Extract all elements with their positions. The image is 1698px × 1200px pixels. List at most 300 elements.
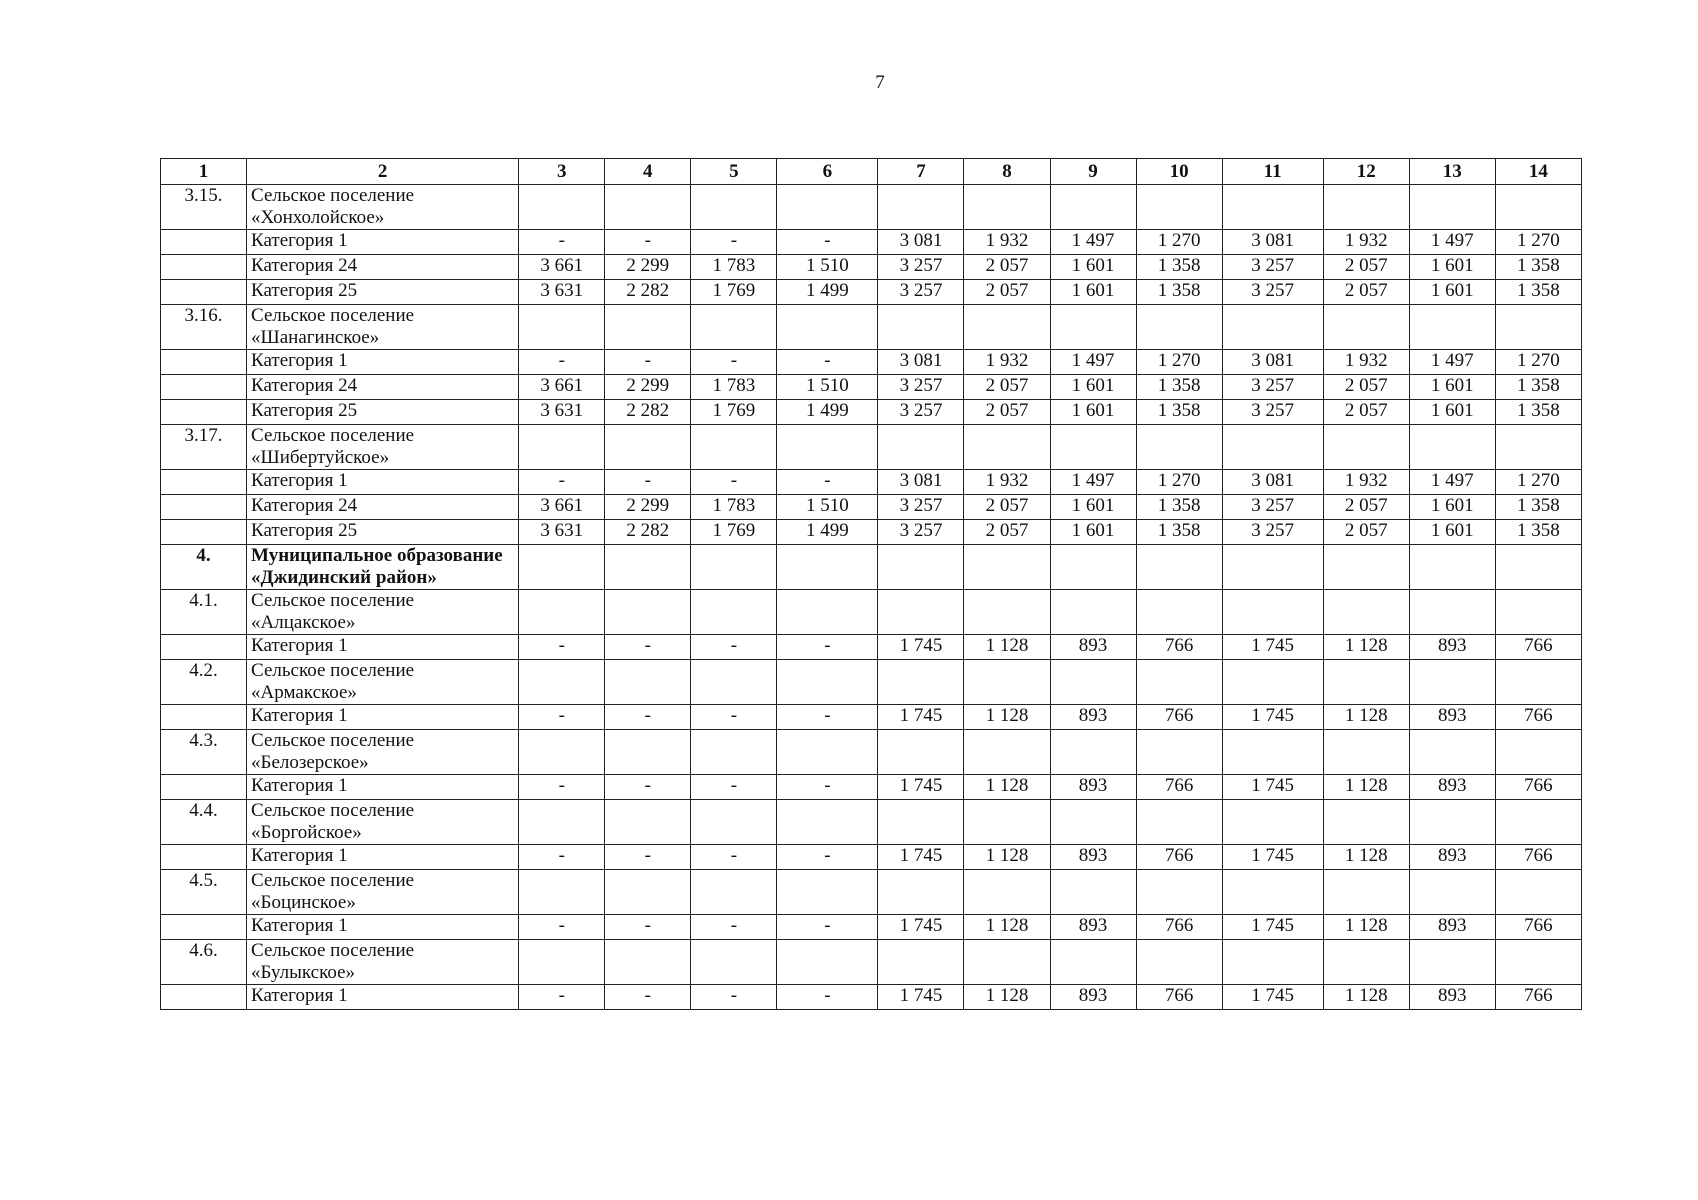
value-cell	[691, 425, 777, 470]
table-row	[161, 520, 1582, 545]
table-row	[161, 845, 1582, 870]
value-cell	[1136, 545, 1222, 590]
row-name: Категория 1	[247, 845, 519, 870]
value-cell: 1 932	[964, 470, 1050, 495]
column-header: 6	[777, 159, 878, 185]
value-cell: 1 497	[1050, 470, 1136, 495]
value-cell: 893	[1409, 985, 1495, 1010]
value-cell: 1 270	[1495, 350, 1581, 375]
value-cell: 2 299	[605, 375, 691, 400]
row-name: Сельское поселение «Шанагинское»	[247, 305, 519, 350]
value-cell: 2 282	[605, 280, 691, 305]
row-name: Сельское поселение «Боргойское»	[247, 800, 519, 845]
value-cell: -	[605, 350, 691, 375]
value-cell: 1 601	[1050, 520, 1136, 545]
column-header: 8	[964, 159, 1050, 185]
value-cell: 1 745	[878, 915, 964, 940]
row-name: Категория 24	[247, 375, 519, 400]
value-cell: 3 257	[878, 375, 964, 400]
value-cell: 766	[1136, 845, 1222, 870]
table-row	[161, 775, 1582, 800]
value-cell	[605, 425, 691, 470]
value-cell	[878, 870, 964, 915]
row-name: Сельское поселение «Белозерское»	[247, 730, 519, 775]
value-cell	[1222, 590, 1323, 635]
value-cell: 1 128	[1323, 915, 1409, 940]
table-row	[161, 425, 1582, 470]
value-cell: 3 257	[878, 255, 964, 280]
value-cell: 3 081	[878, 350, 964, 375]
value-cell: 1 601	[1409, 520, 1495, 545]
table-row	[161, 375, 1582, 400]
value-cell	[1495, 590, 1581, 635]
value-cell	[1222, 305, 1323, 350]
value-cell: 2 057	[964, 280, 1050, 305]
column-header: 7	[878, 159, 964, 185]
table-row	[161, 400, 1582, 425]
value-cell: 3 661	[519, 375, 605, 400]
value-cell: 893	[1050, 915, 1136, 940]
table-row	[161, 590, 1582, 635]
value-cell	[1323, 800, 1409, 845]
value-cell	[519, 590, 605, 635]
value-cell: -	[691, 230, 777, 255]
value-cell: 3 661	[519, 255, 605, 280]
row-number	[161, 280, 247, 305]
value-cell: 1 783	[691, 255, 777, 280]
value-cell: 2 057	[1323, 520, 1409, 545]
value-cell	[878, 185, 964, 230]
value-cell: -	[605, 775, 691, 800]
value-cell: 1 358	[1495, 495, 1581, 520]
row-number	[161, 915, 247, 940]
value-cell: 2 299	[605, 495, 691, 520]
value-cell	[519, 660, 605, 705]
value-cell	[1050, 870, 1136, 915]
table-row	[161, 985, 1582, 1010]
value-cell: 1 358	[1136, 375, 1222, 400]
value-cell	[519, 800, 605, 845]
column-header: 13	[1409, 159, 1495, 185]
value-cell	[964, 425, 1050, 470]
value-cell	[1495, 800, 1581, 845]
value-cell: 1 497	[1409, 470, 1495, 495]
value-cell: 2 057	[1323, 400, 1409, 425]
value-cell: 893	[1409, 635, 1495, 660]
value-cell: 766	[1495, 705, 1581, 730]
value-cell: 1 601	[1409, 375, 1495, 400]
value-cell: -	[519, 985, 605, 1010]
value-cell: 1 601	[1409, 400, 1495, 425]
value-cell: 893	[1050, 985, 1136, 1010]
table-row	[161, 350, 1582, 375]
row-number	[161, 775, 247, 800]
row-name: Сельское поселение «Алцакское»	[247, 590, 519, 635]
value-cell	[1323, 660, 1409, 705]
value-cell: 1 601	[1050, 375, 1136, 400]
value-cell	[1136, 590, 1222, 635]
value-cell: 3 081	[878, 470, 964, 495]
value-cell: 1 499	[777, 280, 878, 305]
value-cell	[1409, 590, 1495, 635]
value-cell: 1 128	[1323, 985, 1409, 1010]
value-cell: 893	[1409, 845, 1495, 870]
value-cell: 1 358	[1136, 495, 1222, 520]
value-cell: -	[691, 470, 777, 495]
row-number	[161, 375, 247, 400]
value-cell: -	[519, 775, 605, 800]
value-cell: 1 745	[878, 985, 964, 1010]
value-cell	[1136, 940, 1222, 985]
value-cell: 1 358	[1495, 280, 1581, 305]
row-number: 4.5.	[161, 870, 247, 915]
page-number: 7	[875, 72, 885, 93]
value-cell: -	[605, 845, 691, 870]
value-cell	[1409, 730, 1495, 775]
value-cell: -	[691, 635, 777, 660]
row-number	[161, 985, 247, 1010]
value-cell	[1495, 870, 1581, 915]
table-row	[161, 185, 1582, 230]
row-name: Категория 24	[247, 495, 519, 520]
row-name: Муниципальное образование «Джидинский район»	[247, 545, 519, 590]
value-cell	[1222, 660, 1323, 705]
value-cell	[1050, 305, 1136, 350]
row-number: 4.1.	[161, 590, 247, 635]
value-cell: 766	[1495, 775, 1581, 800]
value-cell: 1 745	[1222, 985, 1323, 1010]
value-cell: 1 745	[878, 705, 964, 730]
value-cell	[1323, 185, 1409, 230]
value-cell: 893	[1409, 705, 1495, 730]
table-row	[161, 280, 1582, 305]
value-cell: 893	[1050, 845, 1136, 870]
value-cell: -	[691, 775, 777, 800]
value-cell: -	[777, 350, 878, 375]
value-cell: -	[605, 635, 691, 660]
value-cell	[777, 870, 878, 915]
row-number: 4.3.	[161, 730, 247, 775]
value-cell: 766	[1495, 635, 1581, 660]
value-cell: 1 128	[1323, 845, 1409, 870]
value-cell	[519, 870, 605, 915]
value-cell	[1050, 800, 1136, 845]
value-cell: 1 783	[691, 495, 777, 520]
row-number	[161, 845, 247, 870]
value-cell	[519, 305, 605, 350]
value-cell: 3 257	[1222, 400, 1323, 425]
value-cell: 3 257	[1222, 255, 1323, 280]
value-cell	[1409, 660, 1495, 705]
value-cell	[777, 660, 878, 705]
value-cell	[878, 590, 964, 635]
row-number	[161, 255, 247, 280]
value-cell: -	[519, 230, 605, 255]
value-cell: 893	[1050, 775, 1136, 800]
table-row	[161, 230, 1582, 255]
value-cell: 1 745	[1222, 705, 1323, 730]
value-cell: 1 769	[691, 400, 777, 425]
value-cell: 3 257	[1222, 520, 1323, 545]
value-cell: 3 257	[1222, 495, 1323, 520]
table-row	[161, 940, 1582, 985]
value-cell: 1 932	[1323, 350, 1409, 375]
value-cell	[1050, 545, 1136, 590]
value-cell: 3 257	[878, 520, 964, 545]
value-cell: 1 745	[878, 845, 964, 870]
column-header: 11	[1222, 159, 1323, 185]
value-cell: 2 057	[1323, 495, 1409, 520]
row-number: 4.6.	[161, 940, 247, 985]
value-cell: 2 057	[1323, 280, 1409, 305]
value-cell	[964, 660, 1050, 705]
value-cell: 3 257	[1222, 280, 1323, 305]
value-cell: -	[777, 230, 878, 255]
value-cell: 1 769	[691, 280, 777, 305]
value-cell	[964, 870, 1050, 915]
value-cell	[964, 305, 1050, 350]
value-cell	[1050, 425, 1136, 470]
value-cell	[1409, 185, 1495, 230]
value-cell	[691, 305, 777, 350]
value-cell: 766	[1136, 775, 1222, 800]
value-cell	[878, 425, 964, 470]
row-name: Сельское поселение «Булыкское»	[247, 940, 519, 985]
value-cell: -	[605, 705, 691, 730]
row-name: Категория 25	[247, 400, 519, 425]
row-name: Сельское поселение «Шибертуйское»	[247, 425, 519, 470]
value-cell: 1 601	[1409, 495, 1495, 520]
value-cell: 1 601	[1050, 255, 1136, 280]
value-cell	[519, 185, 605, 230]
value-cell: 1 510	[777, 375, 878, 400]
value-cell: 1 270	[1136, 230, 1222, 255]
row-name: Категория 24	[247, 255, 519, 280]
value-cell: 1 128	[964, 705, 1050, 730]
value-cell	[1050, 940, 1136, 985]
column-header: 3	[519, 159, 605, 185]
value-cell	[1323, 940, 1409, 985]
value-cell: -	[605, 985, 691, 1010]
value-cell: 1 270	[1495, 230, 1581, 255]
table-row	[161, 545, 1582, 590]
column-header: 1	[161, 159, 247, 185]
value-cell: 3 257	[878, 495, 964, 520]
value-cell: 1 769	[691, 520, 777, 545]
value-cell	[1136, 660, 1222, 705]
value-cell: -	[777, 985, 878, 1010]
value-cell: 1 358	[1495, 400, 1581, 425]
value-cell	[691, 800, 777, 845]
row-name: Категория 1	[247, 635, 519, 660]
value-cell: 1 499	[777, 400, 878, 425]
value-cell	[605, 800, 691, 845]
row-number	[161, 635, 247, 660]
value-cell: -	[777, 915, 878, 940]
value-cell: 766	[1136, 635, 1222, 660]
value-cell: 1 510	[777, 255, 878, 280]
column-header: 14	[1495, 159, 1581, 185]
row-number: 4.4.	[161, 800, 247, 845]
value-cell	[691, 730, 777, 775]
row-name: Сельское поселение «Армакское»	[247, 660, 519, 705]
column-header: 2	[247, 159, 519, 185]
value-cell	[1409, 305, 1495, 350]
table-row	[161, 635, 1582, 660]
value-cell: 1 270	[1136, 470, 1222, 495]
row-number	[161, 495, 247, 520]
value-cell	[1409, 425, 1495, 470]
value-cell: 3 631	[519, 520, 605, 545]
value-cell	[777, 425, 878, 470]
value-cell: 1 358	[1136, 255, 1222, 280]
row-name: Категория 1	[247, 915, 519, 940]
value-cell: 1 358	[1495, 255, 1581, 280]
value-cell	[691, 940, 777, 985]
value-cell	[691, 590, 777, 635]
row-number	[161, 230, 247, 255]
value-cell: 1 128	[964, 635, 1050, 660]
value-cell	[777, 730, 878, 775]
value-cell	[777, 185, 878, 230]
value-cell: 1 932	[1323, 470, 1409, 495]
value-cell: 1 497	[1050, 230, 1136, 255]
column-header: 12	[1323, 159, 1409, 185]
value-cell: 2 057	[964, 400, 1050, 425]
value-cell	[878, 800, 964, 845]
value-cell: 1 358	[1495, 520, 1581, 545]
value-cell	[1495, 940, 1581, 985]
row-name: Сельское поселение «Хонхолойское»	[247, 185, 519, 230]
table-row	[161, 660, 1582, 705]
value-cell: 1 745	[1222, 775, 1323, 800]
value-cell: 1 128	[964, 775, 1050, 800]
value-cell	[519, 730, 605, 775]
value-cell	[605, 185, 691, 230]
value-cell: 1 497	[1409, 230, 1495, 255]
value-cell: 893	[1050, 705, 1136, 730]
value-cell: -	[691, 350, 777, 375]
value-cell	[519, 940, 605, 985]
value-cell: 3 257	[878, 400, 964, 425]
value-cell	[605, 940, 691, 985]
value-cell	[1136, 800, 1222, 845]
row-number	[161, 400, 247, 425]
value-cell	[605, 870, 691, 915]
table-row	[161, 705, 1582, 730]
value-cell: 1 783	[691, 375, 777, 400]
value-cell	[964, 800, 1050, 845]
value-cell	[519, 545, 605, 590]
value-cell: 3 081	[1222, 350, 1323, 375]
row-name: Сельское поселение «Боцинское»	[247, 870, 519, 915]
row-number	[161, 350, 247, 375]
value-cell	[691, 660, 777, 705]
row-name: Категория 1	[247, 350, 519, 375]
value-cell	[964, 940, 1050, 985]
value-cell: 1 601	[1409, 255, 1495, 280]
value-cell: 1 128	[964, 985, 1050, 1010]
value-cell	[691, 870, 777, 915]
value-cell	[878, 730, 964, 775]
table-row	[161, 800, 1582, 845]
value-cell	[878, 545, 964, 590]
value-cell	[1495, 185, 1581, 230]
row-number: 3.15.	[161, 185, 247, 230]
value-cell	[519, 425, 605, 470]
value-cell	[1222, 800, 1323, 845]
value-cell	[1495, 730, 1581, 775]
value-cell: -	[691, 705, 777, 730]
value-cell: 1 497	[1409, 350, 1495, 375]
value-cell: -	[691, 845, 777, 870]
value-cell	[1323, 590, 1409, 635]
column-header: 10	[1136, 159, 1222, 185]
value-cell: 1 601	[1050, 280, 1136, 305]
value-cell	[1050, 730, 1136, 775]
value-cell: 2 299	[605, 255, 691, 280]
value-cell	[1050, 660, 1136, 705]
value-cell	[1409, 940, 1495, 985]
table-row	[161, 305, 1582, 350]
value-cell	[691, 185, 777, 230]
value-cell	[1136, 305, 1222, 350]
value-cell	[1495, 305, 1581, 350]
value-cell: 2 057	[964, 255, 1050, 280]
value-cell: 1 128	[964, 915, 1050, 940]
value-cell: 3 257	[1222, 375, 1323, 400]
value-cell	[691, 545, 777, 590]
table-row	[161, 870, 1582, 915]
value-cell	[1222, 870, 1323, 915]
value-cell: 1 510	[777, 495, 878, 520]
value-cell	[777, 590, 878, 635]
value-cell: 2 057	[1323, 375, 1409, 400]
row-number	[161, 470, 247, 495]
value-cell: 3 631	[519, 280, 605, 305]
value-cell	[605, 305, 691, 350]
table-row	[161, 495, 1582, 520]
row-number	[161, 705, 247, 730]
value-cell: -	[605, 915, 691, 940]
value-cell: 1 932	[1323, 230, 1409, 255]
row-number	[161, 520, 247, 545]
value-cell: 1 745	[1222, 915, 1323, 940]
value-cell: 3 081	[1222, 470, 1323, 495]
row-name: Категория 1	[247, 470, 519, 495]
value-cell	[1136, 425, 1222, 470]
value-cell	[1409, 545, 1495, 590]
row-name: Категория 25	[247, 280, 519, 305]
value-cell: -	[777, 470, 878, 495]
value-cell	[1323, 545, 1409, 590]
row-name: Категория 25	[247, 520, 519, 545]
row-name: Категория 1	[247, 775, 519, 800]
value-cell	[1136, 870, 1222, 915]
value-cell: 1 270	[1495, 470, 1581, 495]
column-header: 4	[605, 159, 691, 185]
table-row	[161, 730, 1582, 775]
value-cell	[1409, 870, 1495, 915]
value-cell	[1495, 545, 1581, 590]
value-cell: 1 745	[1222, 635, 1323, 660]
row-number: 4.2.	[161, 660, 247, 705]
value-cell	[878, 940, 964, 985]
value-cell	[1323, 870, 1409, 915]
value-cell	[964, 590, 1050, 635]
value-cell: 1 601	[1050, 400, 1136, 425]
value-cell: 1 745	[1222, 845, 1323, 870]
